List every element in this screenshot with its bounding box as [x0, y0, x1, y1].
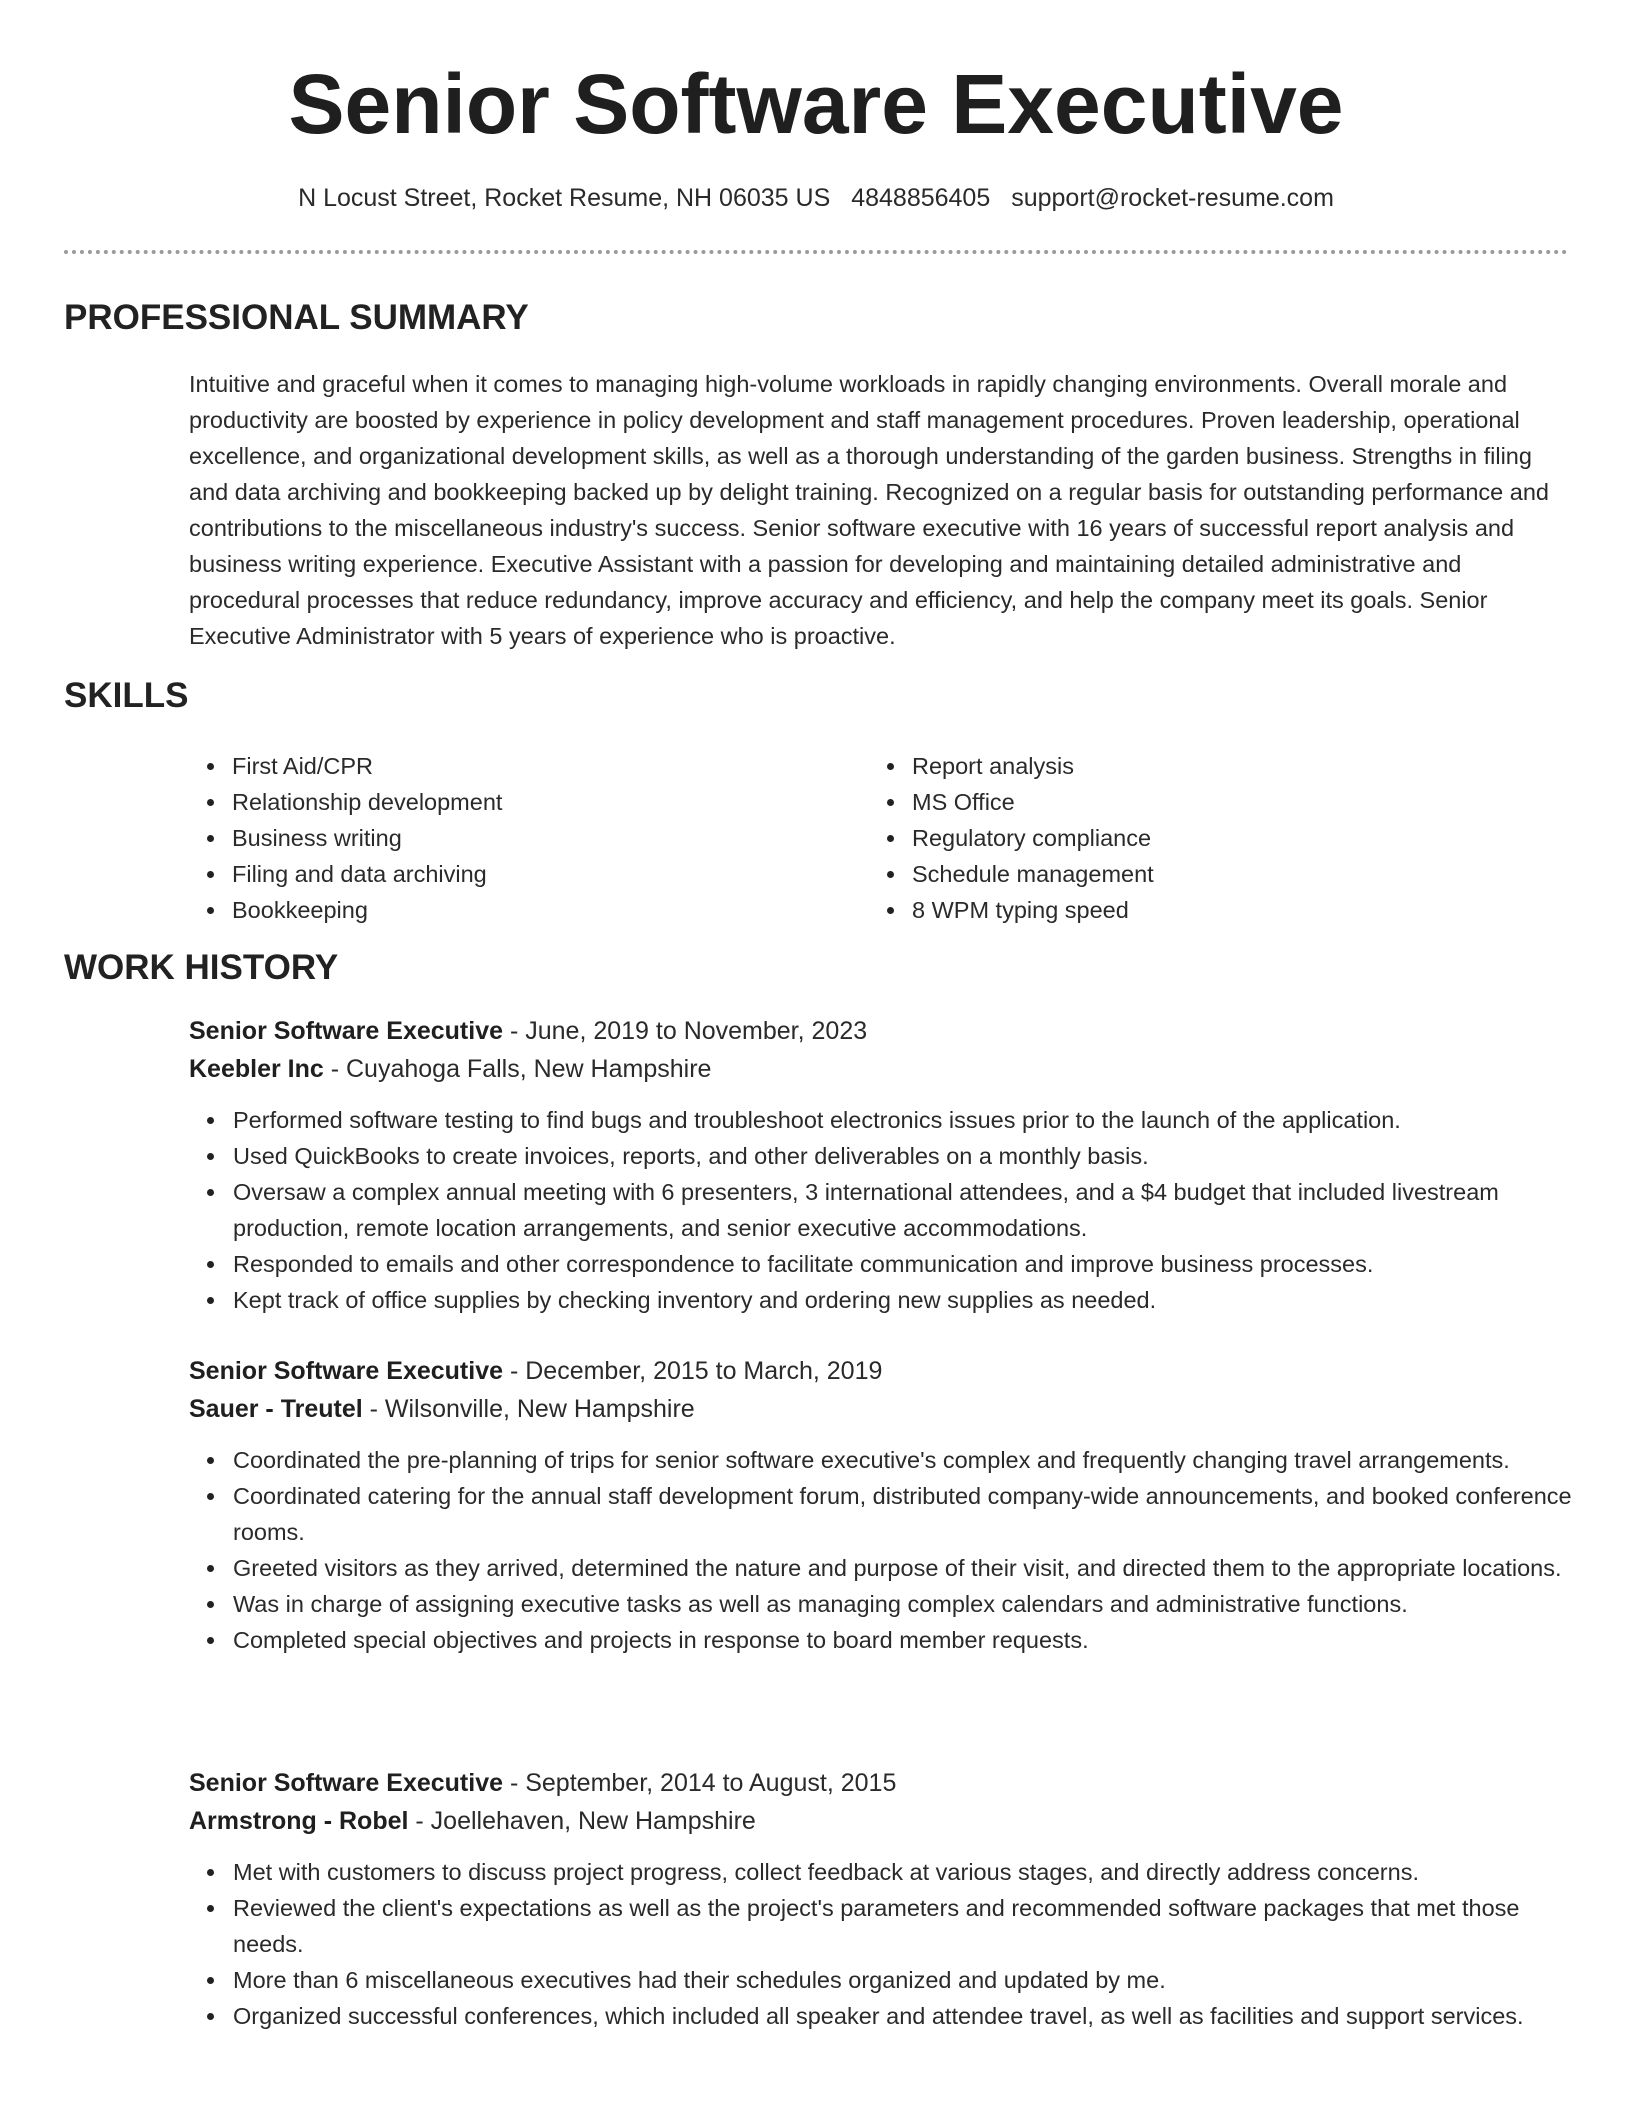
- skill-item: Bookkeeping: [189, 892, 829, 928]
- job-bullet: More than 6 miscellaneous executives had their schedules organized and updated by me.: [189, 1962, 1574, 1998]
- contact-address: N Locust Street, Rocket Resume, NH 06035 US: [298, 184, 831, 212]
- job-company: Armstrong - Robel: [189, 1807, 409, 1835]
- job-entry: [189, 1764, 1574, 2034]
- job-bullet: Organized successful conferences, which included all speaker and attendee travel, as well as facilities and support services.: [189, 1998, 1574, 2034]
- job-location: - Joellehaven, New Hampshire: [408, 1807, 756, 1835]
- resume-name: Senior Software Executive: [288, 57, 1344, 151]
- skills-list-left: [189, 748, 829, 928]
- job-role: Senior Software Executive: [189, 1357, 504, 1385]
- job-title-line: [189, 1012, 1574, 1050]
- job-company-line: [189, 1390, 1574, 1428]
- job-bullets: [189, 1102, 1574, 1318]
- skill-item: MS Office: [869, 784, 1509, 820]
- skill-item: Filing and data archiving: [189, 856, 829, 892]
- job-title-line: [189, 1352, 1574, 1390]
- job-bullet: Was in charge of assigning executive tasks as well as managing complex calendars and administrative functions.: [189, 1586, 1574, 1622]
- skills-list-right: [869, 748, 1509, 928]
- job-role: Senior Software Executive: [189, 1017, 504, 1045]
- work-history-heading: WORK HISTORY: [64, 948, 339, 987]
- contact-email: support@rocket-resume.com: [1011, 184, 1334, 212]
- job-bullet: Completed special objectives and projects in response to board member requests.: [189, 1622, 1574, 1658]
- job-dates: - June, 2019 to November, 2023: [503, 1017, 868, 1045]
- skill-item: Report analysis: [869, 748, 1509, 784]
- job-entry: [189, 1012, 1574, 1318]
- skill-item: Business writing: [189, 820, 829, 856]
- job-company-line: [189, 1050, 1574, 1088]
- job-entry: [189, 1352, 1574, 1658]
- header-divider: [64, 250, 1568, 254]
- job-location: - Cuyahoga Falls, New Hampshire: [323, 1055, 712, 1083]
- skills-heading: SKILLS: [64, 676, 189, 715]
- job-dates: - September, 2014 to August, 2015: [503, 1769, 897, 1797]
- job-bullet: Coordinated catering for the annual staff development forum, distributed company-wide announcements, and booked conference rooms.: [189, 1478, 1574, 1550]
- skill-item: First Aid/CPR: [189, 748, 829, 784]
- job-title-line: [189, 1764, 1574, 1802]
- job-bullet: Responded to emails and other correspondence to facilitate communication and improve business processes.: [189, 1246, 1574, 1282]
- summary-text: Intuitive and graceful when it comes to managing high-volume workloads in rapidly changing environments. Overall morale and productivity are boosted by experience in policy development and staff management procedures. Proven leadership, operational excellence, and organizational development skills, as well as a thorough understanding of the garden business. Strengths in filing and data archiving and bookkeeping backed up by delight training. Recognized on a regular basis for outstanding performance and contributions to the miscellaneous industry's success. Senior software executive with 16 years of successful report analysis and business writing experience. Executive Assistant with a passion for developing and maintaining detailed administrative and procedural processes that reduce redundancy, improve accuracy and efficiency, and help the company meet its goals. Senior Executive Administrator with 5 years of experience who is proactive.: [189, 371, 1549, 649]
- job-role: Senior Software Executive: [189, 1769, 504, 1797]
- job-bullet: Met with customers to discuss project progress, collect feedback at various stages, and directly address concerns.: [189, 1854, 1574, 1890]
- skill-item: Schedule management: [869, 856, 1509, 892]
- job-company: Keebler Inc: [189, 1055, 324, 1083]
- job-dates: - December, 2015 to March, 2019: [503, 1357, 883, 1385]
- job-bullet: Coordinated the pre-planning of trips for senior software executive's complex and frequently changing travel arrangements.: [189, 1442, 1574, 1478]
- job-company-line: [189, 1802, 1574, 1840]
- summary-heading: PROFESSIONAL SUMMARY: [64, 298, 529, 337]
- skill-item: 8 WPM typing speed: [869, 892, 1509, 928]
- job-bullet: Used QuickBooks to create invoices, reports, and other deliverables on a monthly basis.: [189, 1138, 1574, 1174]
- job-location: - Wilsonville, New Hampshire: [362, 1395, 695, 1423]
- job-bullet: Kept track of office supplies by checking inventory and ordering new supplies as needed.: [189, 1282, 1574, 1318]
- job-bullet: Greeted visitors as they arrived, determined the nature and purpose of their visit, and directed them to the appropriate locations.: [189, 1550, 1574, 1586]
- job-company: Sauer - Treutel: [189, 1395, 363, 1423]
- contact-line: [0, 180, 1632, 216]
- job-bullets: [189, 1854, 1574, 2034]
- skill-item: Relationship development: [189, 784, 829, 820]
- skill-item: Regulatory compliance: [869, 820, 1509, 856]
- contact-phone: 4848856405: [851, 184, 991, 212]
- job-bullet: Oversaw a complex annual meeting with 6 presenters, 3 international attendees, and a $4 budget that included livestream production, remote location arrangements, and senior executive accommodations.: [189, 1174, 1574, 1246]
- job-bullets: [189, 1442, 1574, 1658]
- job-bullet: Reviewed the client's expectations as well as the project's parameters and recommended software packages that met those needs.: [189, 1890, 1574, 1962]
- job-bullet: Performed software testing to find bugs and troubleshoot electronics issues prior to the launch of the application.: [189, 1102, 1574, 1138]
